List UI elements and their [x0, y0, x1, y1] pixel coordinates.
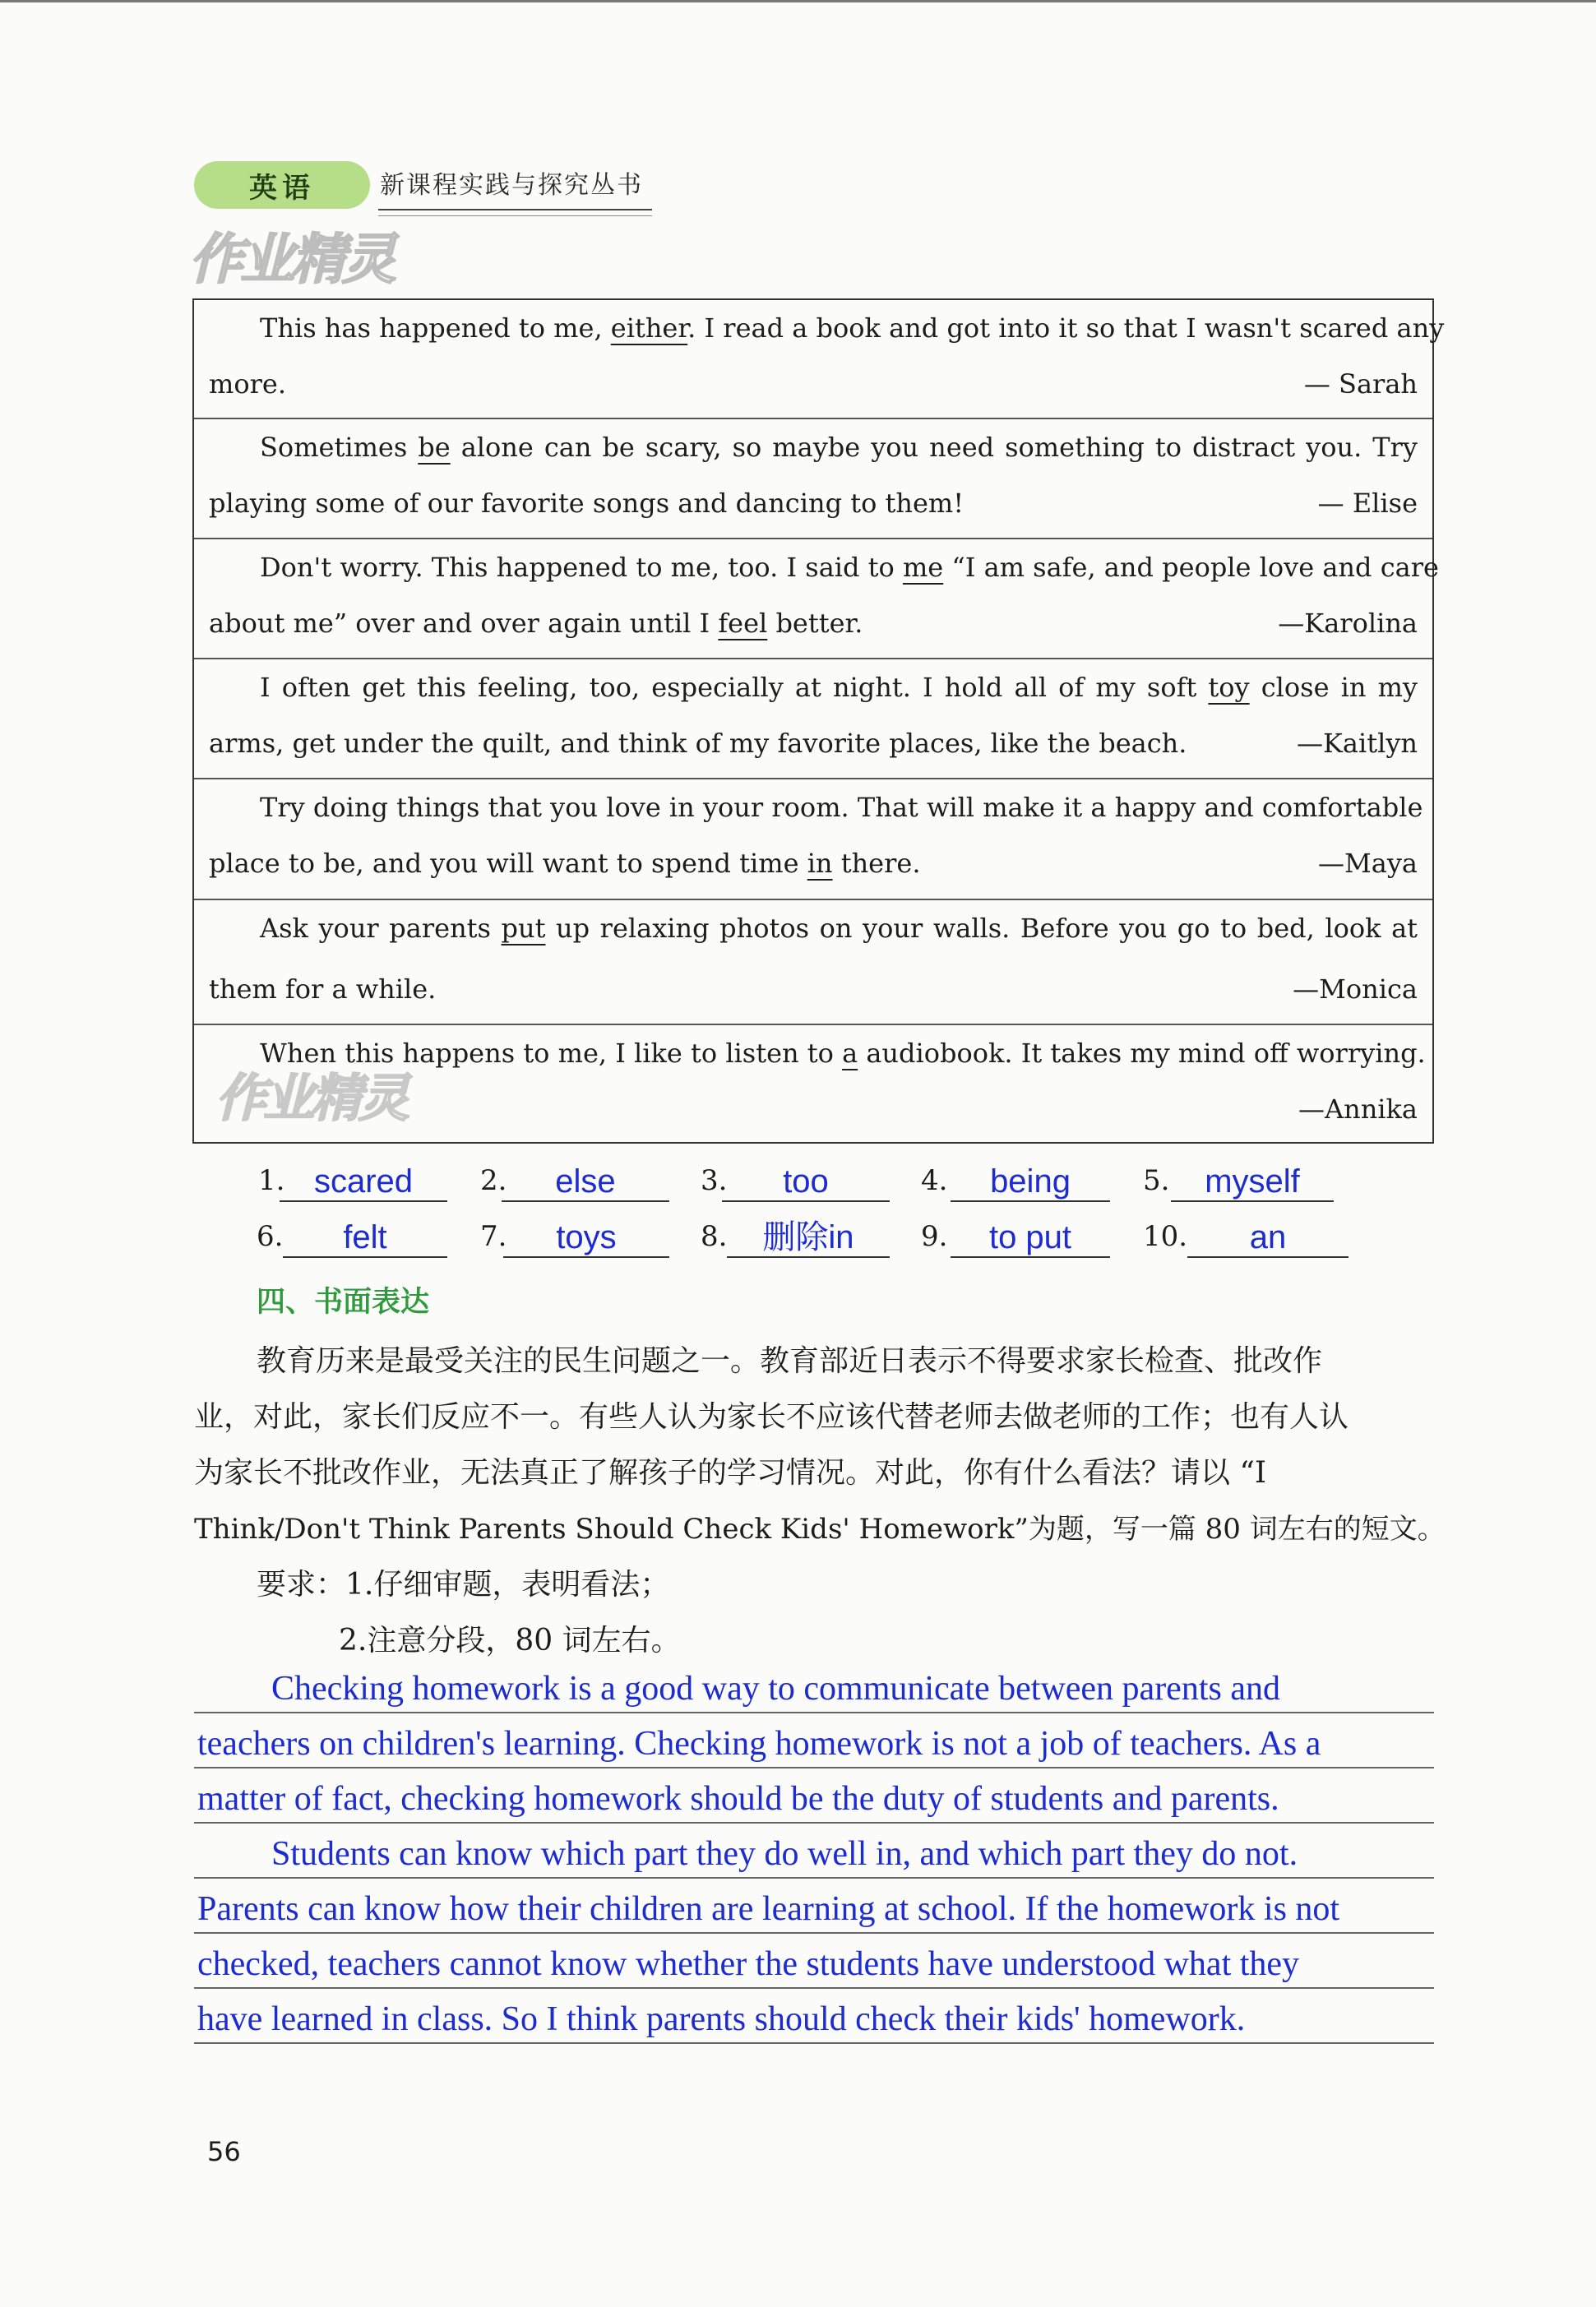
comment-row — [194, 539, 1439, 659]
answer-value: an — [1187, 1215, 1349, 1258]
series-rule — [378, 209, 652, 210]
answer-value: scared — [280, 1159, 447, 1202]
comment-line: When this happens to me, I like to listen to a audiobook. It takes my mind off worrying. — [260, 1038, 1426, 1069]
answer-blank: 3. too — [701, 1161, 890, 1207]
comment-author: —Maya — [1318, 848, 1418, 879]
section-title: 四、书面表达 — [257, 1286, 430, 1319]
answer-value: too — [722, 1159, 890, 1202]
watermark-logo: 作业精灵 — [189, 228, 393, 291]
answer-blank: 4. being — [921, 1161, 1110, 1207]
comment-line: about me” over and over again until I feel better. —Karolina — [209, 608, 1418, 639]
comment-author: —Karolina — [1278, 608, 1418, 639]
answer-value: to put — [951, 1215, 1110, 1258]
comment-line: Ask your parents put up relaxing photos on your walls. Before you go to bed, look at — [260, 913, 1418, 944]
comment-row — [194, 659, 1432, 779]
series-rule-thin — [378, 215, 652, 216]
prompt-line: 为家长不批改作业，无法真正了解孩子的学习情况。对此，你有什么看法？请以 “I — [194, 1456, 1267, 1490]
comment-row — [194, 900, 1432, 1025]
underlined-error: a — [842, 1038, 858, 1069]
series-title: 新课程实践与探究丛书 — [380, 171, 643, 200]
comment-author: — Elise — [1317, 488, 1418, 519]
answer-value: being — [951, 1159, 1110, 1202]
underlined-error: put — [501, 913, 546, 944]
answer-blank: 1. scared — [258, 1161, 447, 1207]
comment-row — [194, 779, 1432, 900]
underlined-error: toy — [1208, 672, 1250, 703]
answer-blank: 6. felt — [257, 1217, 447, 1263]
prompt-line: 业，对此，家长们反应不一。有些人认为家长不应该代替老师去做老师的工作；也有人认 — [194, 1400, 1349, 1434]
top-border-line — [0, 0, 1596, 2]
underlined-error: me — [902, 552, 944, 583]
comment-author: —Kaitlyn — [1297, 728, 1418, 759]
answer-blank: 5. myself — [1143, 1161, 1334, 1207]
comment-row — [194, 419, 1432, 539]
underlined-error: either — [610, 312, 688, 344]
essay-line: teachers on children's learning. Checking homework is not a job of teachers. As a — [194, 1714, 1434, 1768]
comment-line: This has happened to me, either. I read a book and got into it so that I wasn't scared any — [260, 312, 1445, 344]
answer-blank: 9. to put — [921, 1217, 1110, 1263]
answer-blank: 7. toys — [480, 1217, 669, 1263]
answer-blank: 2. else — [480, 1161, 669, 1207]
comment-author: —Annika — [1298, 1093, 1418, 1125]
answer-value: felt — [283, 1215, 447, 1258]
comment-line: Don't worry. This happened to me, too. I said to me “I am safe, and people love and care — [260, 552, 1439, 583]
answer-blank: 8. 删除in — [701, 1217, 890, 1263]
answer-blank: 10. an — [1143, 1217, 1349, 1263]
comments-table — [192, 298, 1445, 1144]
essay-line: Students can know which part they do well in, and which part they do not. — [194, 1824, 1434, 1879]
underlined-error: in — [807, 848, 833, 879]
answer-value: toys — [503, 1215, 669, 1258]
comment-line: Try doing things that you love in your room. That will make it a happy and comfortable — [260, 792, 1423, 823]
comment-line: arms, get under the quilt, and think of my favorite places, like the beach. —Kaitlyn — [209, 728, 1418, 759]
comment-line: more. — Sarah — [209, 368, 1418, 400]
watermark-logo: 作业精灵 — [215, 1068, 407, 1128]
essay-line: checked, teachers cannot know whether the students have understood what they — [194, 1935, 1434, 1989]
essay-line: Parents can know how their children are learning at school. If the homework is not — [194, 1879, 1434, 1934]
comment-line: Sometimes be alone can be scary, so maybe you need something to distract you. Try — [260, 432, 1418, 463]
essay-line: have learned in class. So I think parents should check their kids' homework. — [194, 1990, 1434, 2044]
comment-line: I often get this feeling, too, especially at night. I hold all of my soft toy close in my — [260, 672, 1418, 703]
comment-author: —Monica — [1293, 973, 1418, 1005]
essay-line: matter of fact, checking homework should be the duty of students and parents. — [194, 1769, 1434, 1824]
page-number: 56 — [207, 2136, 241, 2167]
comment-line: them for a while. —Monica — [209, 973, 1418, 1005]
prompt-line: 教育历来是最受关注的民生问题之一。教育部近日表示不得要求家长检查、批改作 — [257, 1344, 1323, 1378]
answer-value: else — [502, 1159, 669, 1202]
answer-value: myself — [1171, 1159, 1334, 1202]
requirement-line: 要求：1.仔细审题，表明看法； — [257, 1568, 670, 1602]
prompt-line: Think/Don't Think Parents Should Check Kids' Homework”为题，写一篇 80 词左右的短文。 — [194, 1513, 1446, 1546]
requirement-line: 2.注意分段，80 词左右。 — [339, 1624, 681, 1657]
comment-line: place to be, and you will want to spend time in there. —Maya — [209, 848, 1418, 879]
comment-line: playing some of our favorite songs and dancing to them! — Elise — [209, 488, 1418, 519]
subject-badge: 英语 — [194, 161, 370, 209]
comment-row — [194, 300, 1445, 419]
underlined-error: be — [418, 432, 451, 463]
answer-value: 删除in — [727, 1215, 890, 1258]
essay-line: Checking homework is a good way to communicate between parents and — [194, 1659, 1434, 1713]
comment-author: — Sarah — [1303, 368, 1418, 400]
underlined-error: feel — [718, 608, 768, 639]
